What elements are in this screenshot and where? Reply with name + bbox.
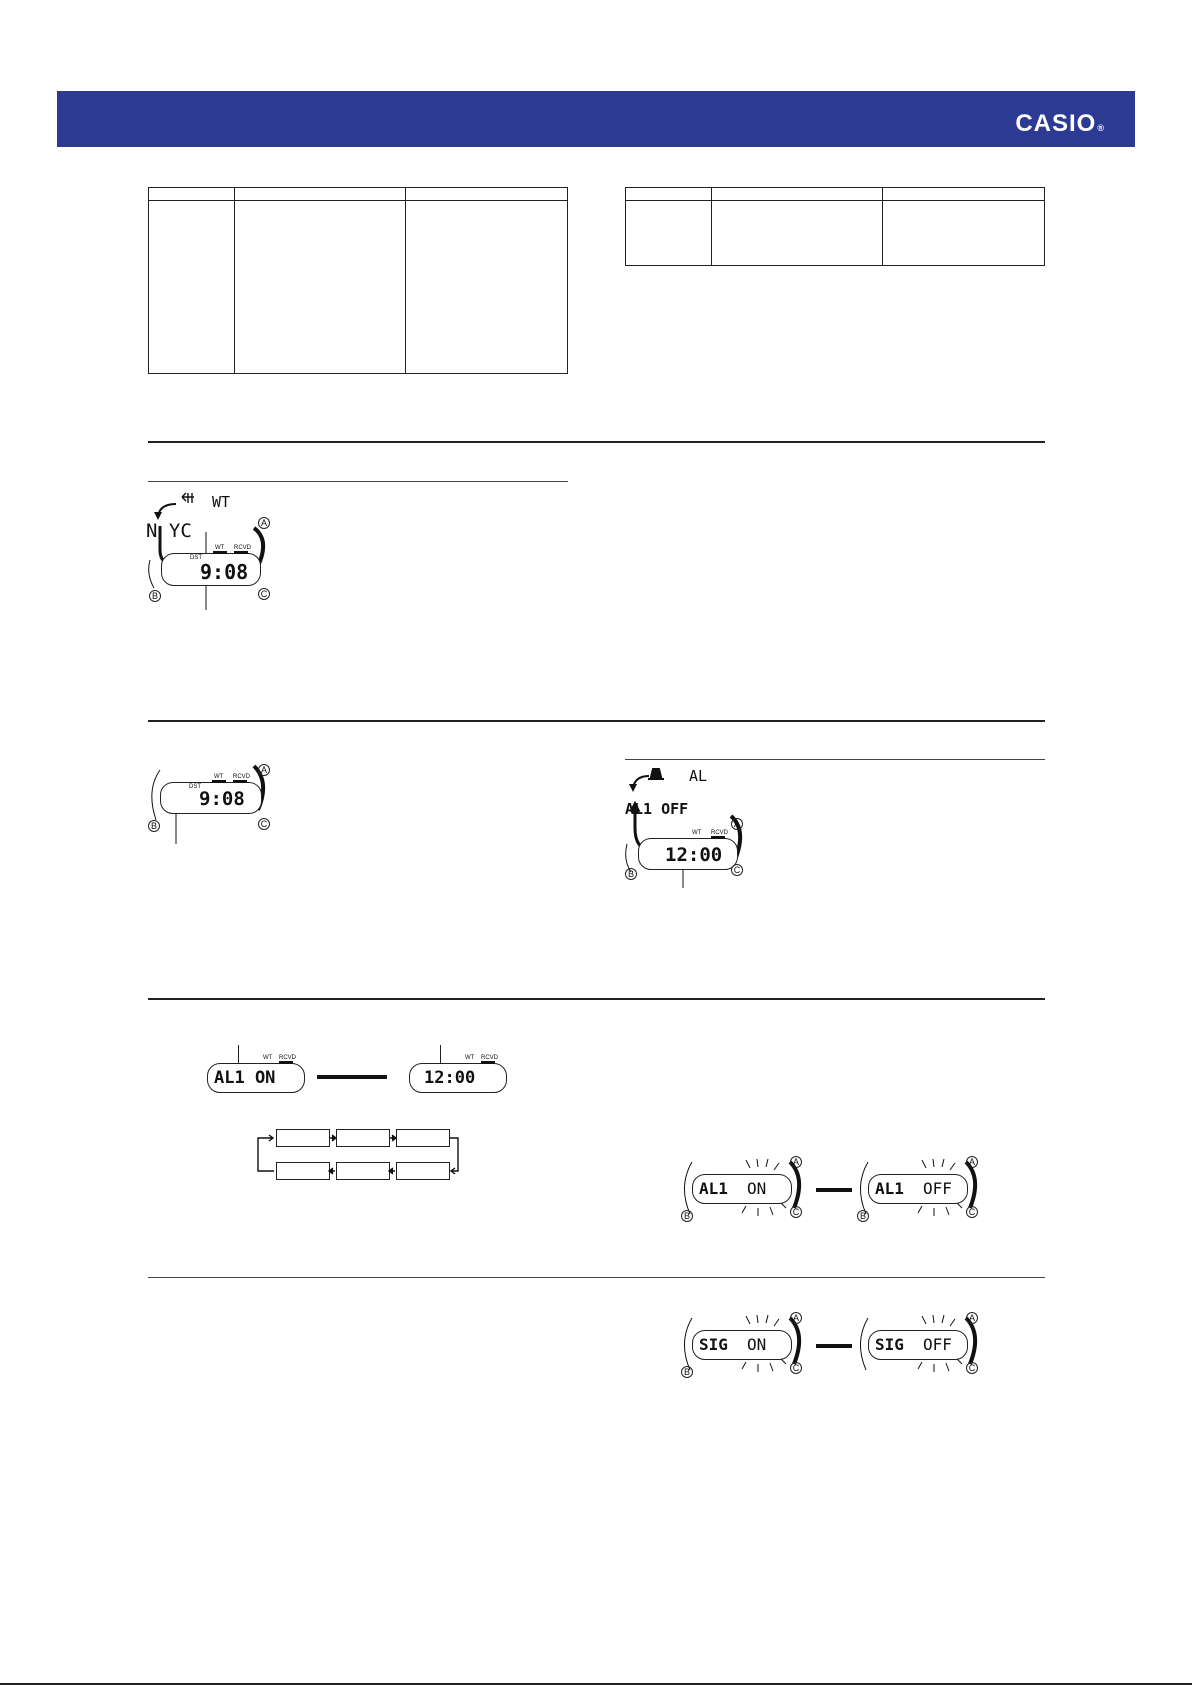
time-digits: 9:08	[199, 788, 245, 810]
watch-lcd	[868, 1174, 968, 1204]
subsection-divider	[625, 759, 1045, 760]
watch-lcd	[207, 1055, 305, 1093]
button-a-label: A	[258, 764, 270, 776]
watch-lcd	[638, 830, 738, 870]
alarm-illustration	[623, 768, 753, 888]
toggle-dash	[317, 1075, 387, 1079]
signal-off-value: OFF	[923, 1335, 952, 1354]
wt-indicator: WT	[263, 1055, 273, 1061]
section-divider	[148, 441, 1045, 443]
flow-arrows-icon	[252, 1128, 462, 1183]
rcvd-indicator: RCVD	[234, 545, 252, 551]
button-c-label: C	[966, 1362, 978, 1374]
toggle-dash	[816, 1188, 852, 1192]
rcvd-bar	[481, 1061, 495, 1064]
time-digits: 9:08	[200, 560, 249, 584]
button-c-label: C	[731, 864, 743, 876]
rcvd-bar	[711, 836, 725, 839]
alarm-prefix: AL1	[699, 1179, 728, 1198]
wt-indicator: WT	[215, 545, 225, 551]
time-digits: 12:00	[665, 844, 723, 866]
wt-indicator: WT	[214, 774, 224, 780]
button-a-label: A	[966, 1312, 978, 1324]
button-b-label: B	[857, 1210, 869, 1222]
button-a-label: A	[731, 818, 743, 830]
button-c-label: C	[258, 818, 270, 830]
casio-logo	[1015, 110, 1105, 138]
rcvd-indicator: RCVD	[233, 774, 251, 780]
button-a-label: A	[790, 1156, 802, 1168]
signal-toggle-illustration	[680, 1310, 990, 1380]
watch-lcd	[160, 774, 262, 814]
rcvd-bar	[279, 1061, 293, 1064]
mode-label-al: AL	[689, 767, 708, 785]
alarm-on-text: AL1 ON	[214, 1068, 276, 1088]
alarm-on-value: ON	[747, 1179, 767, 1198]
button-a-label: A	[966, 1156, 978, 1168]
signal-prefix: SIG	[875, 1335, 904, 1354]
watch-lcd	[868, 1330, 968, 1360]
world-time-illustration	[146, 490, 276, 610]
button-a-label: A	[258, 517, 270, 529]
button-c-label: C	[790, 1362, 802, 1374]
button-c-label: C	[258, 588, 270, 600]
button-c-label: C	[790, 1206, 802, 1218]
rcvd-indicator: RCVD	[711, 830, 729, 836]
alarm-status: AL1 OFF	[625, 800, 689, 818]
rcvd-indicator: RCVD	[279, 1055, 297, 1061]
spec-table-right	[625, 187, 1045, 266]
rcvd-bar	[234, 551, 248, 554]
brand-name: CASIO	[1015, 110, 1097, 137]
alarm-toggle-illustration	[680, 1154, 990, 1224]
watch-lcd	[161, 545, 261, 586]
mode-arrow-icon	[146, 490, 276, 610]
dst-indicator: DST	[190, 555, 202, 561]
button-b-label: B	[148, 820, 160, 832]
toggle-dash	[816, 1344, 852, 1348]
signal-prefix: SIG	[699, 1335, 728, 1354]
wt-indicator: WT	[465, 1055, 475, 1061]
watch-lcd	[409, 1055, 507, 1093]
section-divider	[148, 720, 1045, 722]
alarm-onoff-pair	[205, 1045, 505, 1095]
registered-mark: ®	[1097, 123, 1105, 133]
section-divider	[148, 1277, 1045, 1278]
subsection-divider	[148, 481, 568, 482]
setting-flow-diagram	[252, 1128, 462, 1183]
alarm-prefix: AL1	[875, 1179, 904, 1198]
dst-illustration	[146, 760, 276, 850]
spec-table-left	[148, 187, 568, 374]
header-band	[57, 91, 1135, 147]
wt-bar	[213, 551, 227, 554]
watch-lcd	[692, 1330, 792, 1360]
alarm-off-value: OFF	[923, 1179, 952, 1198]
button-b-label: B	[625, 868, 637, 880]
dst-indicator: DST	[189, 784, 201, 790]
wt-bar	[212, 780, 226, 783]
wt-indicator: WT	[692, 830, 702, 836]
button-c-label: C	[966, 1206, 978, 1218]
section-divider	[148, 998, 1045, 1000]
rcvd-indicator: RCVD	[481, 1055, 499, 1061]
alarm-time-text: 12:00	[424, 1068, 476, 1088]
button-b-label: B	[681, 1210, 693, 1222]
city-code: N YC	[146, 520, 192, 542]
button-b-label: B	[681, 1366, 693, 1378]
mode-label-wt: WT	[212, 493, 231, 511]
watch-lcd	[692, 1174, 792, 1204]
button-a-label: A	[790, 1312, 802, 1324]
rcvd-bar	[233, 780, 247, 783]
button-b-label: B	[149, 590, 161, 602]
signal-on-value: ON	[747, 1335, 767, 1354]
